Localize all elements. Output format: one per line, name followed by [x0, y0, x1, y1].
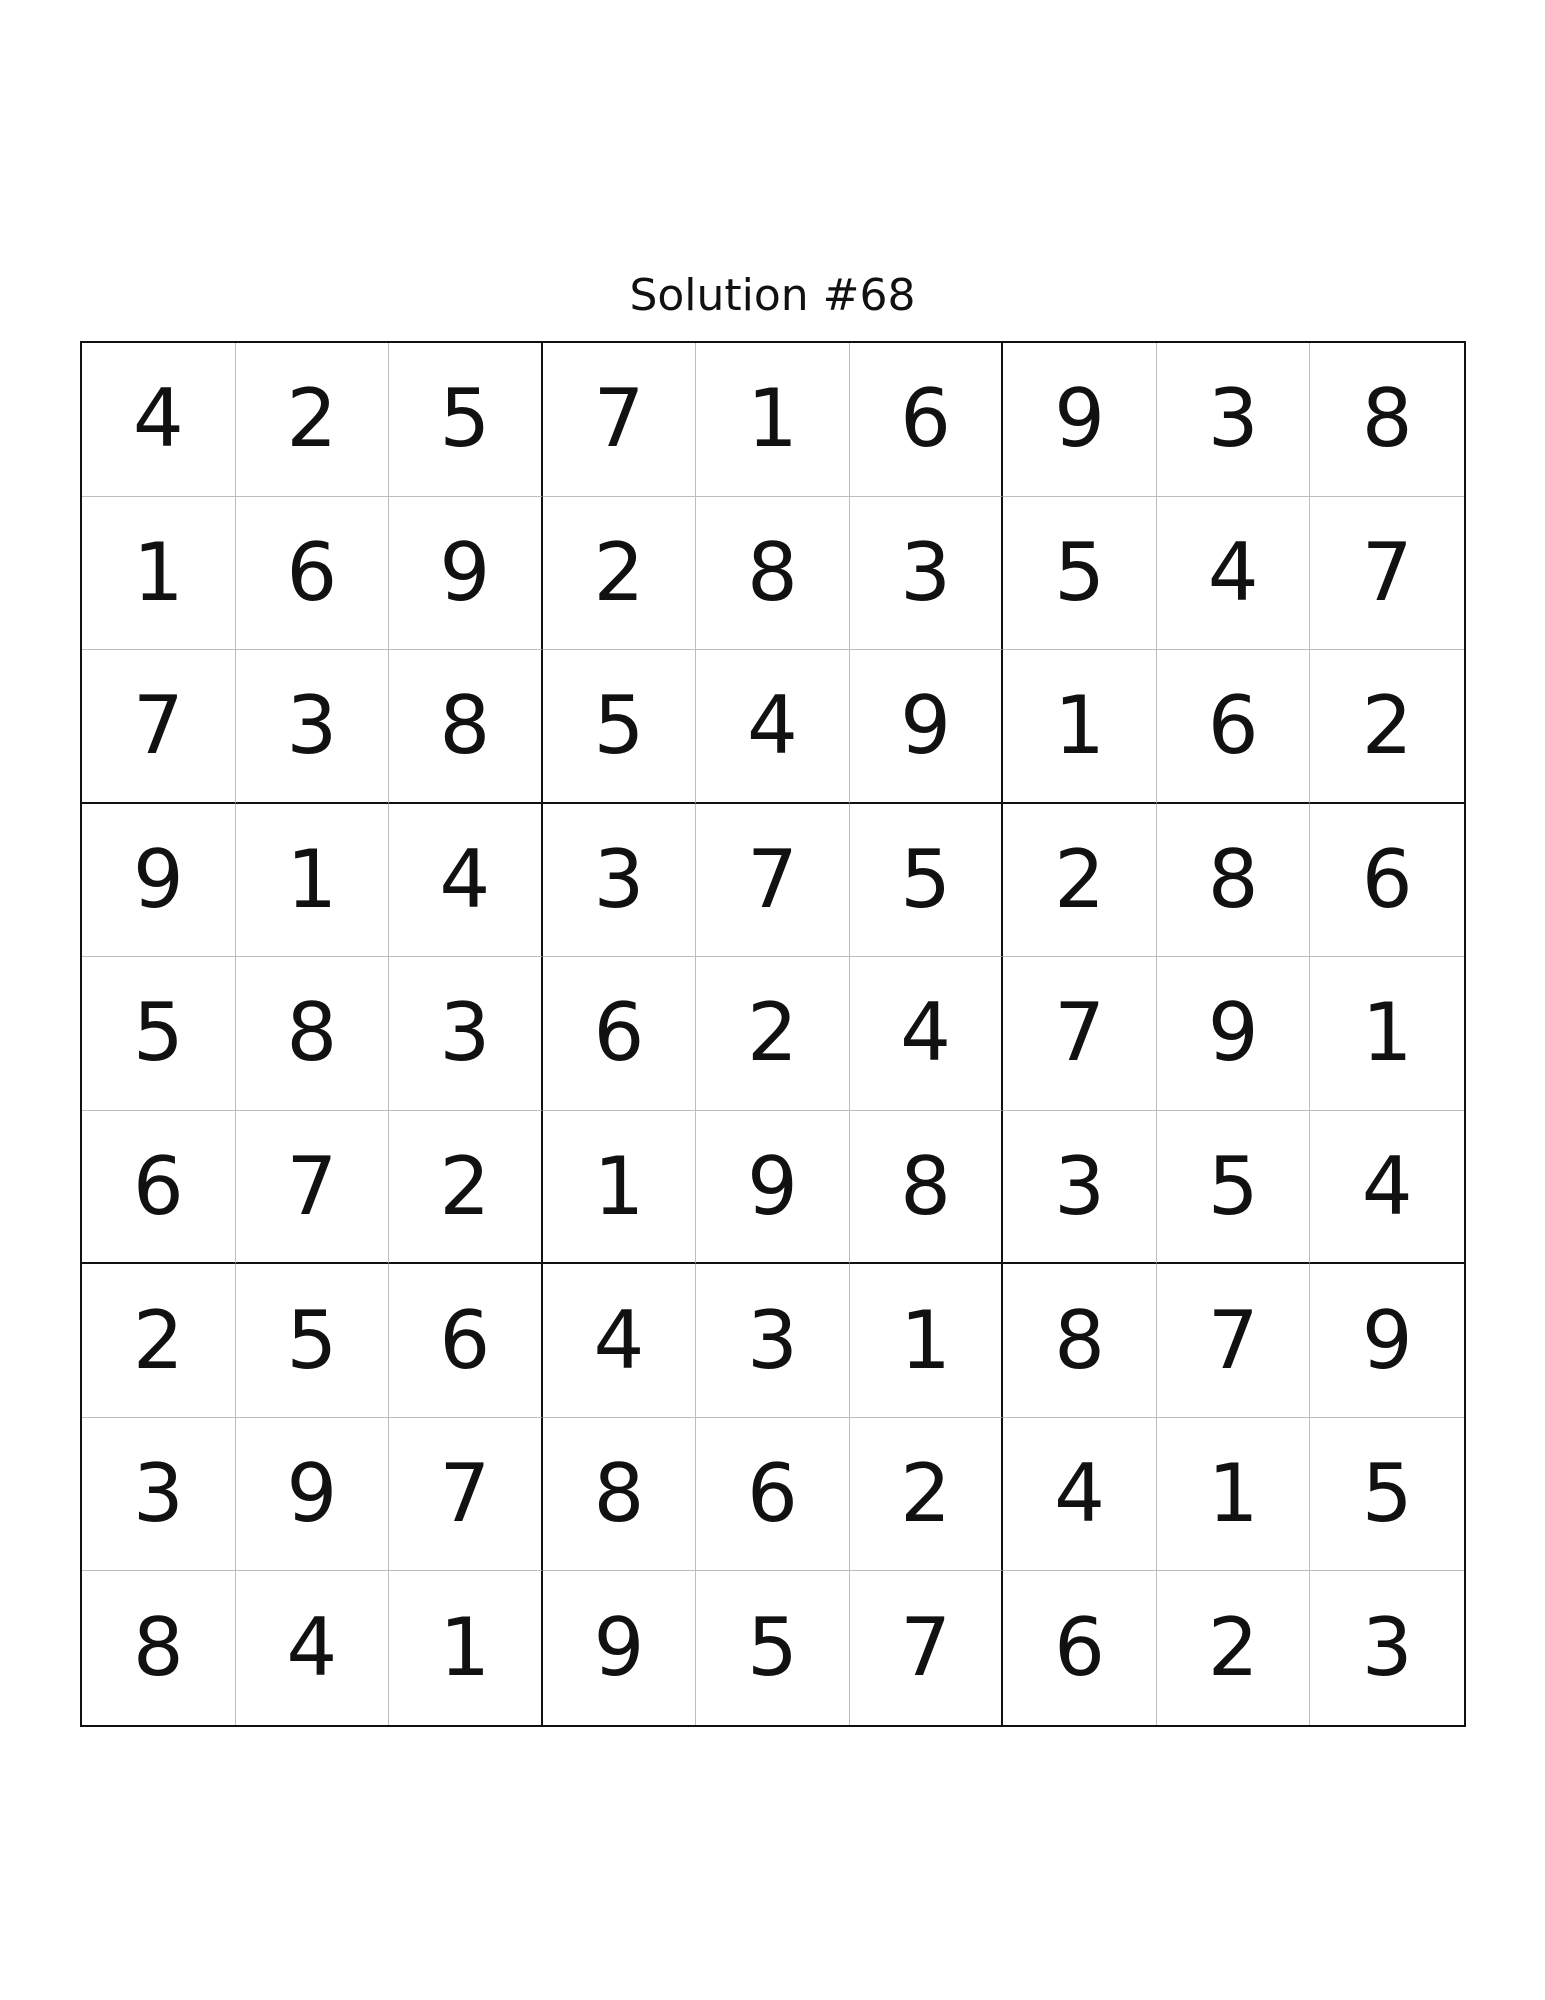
grid-cell: 4 — [1310, 1111, 1464, 1265]
grid-cell: 6 — [696, 1418, 850, 1572]
grid-cell: 1 — [82, 497, 236, 651]
grid-cell: 4 — [82, 343, 236, 497]
grid-cell: 4 — [389, 804, 543, 958]
grid-cell: 2 — [850, 1418, 1004, 1572]
grid-cell: 6 — [543, 957, 697, 1111]
grid-cell: 3 — [1003, 1111, 1157, 1265]
grid-cell: 3 — [389, 957, 543, 1111]
grid-cell: 8 — [696, 497, 850, 651]
sudoku-grid — [80, 341, 1466, 1727]
puzzle-title: Solution #68 — [629, 270, 916, 321]
grid-cell: 5 — [850, 804, 1004, 958]
grid-cell: 4 — [1157, 497, 1311, 651]
grid-cell: 1 — [1310, 957, 1464, 1111]
grid-cell: 4 — [543, 1264, 697, 1418]
grid-cell: 3 — [1361, 1601, 1413, 1695]
grid-cell: 8 — [236, 957, 390, 1111]
grid-cell: 9 — [1310, 1264, 1464, 1418]
grid-cell: 8 — [1310, 343, 1464, 497]
grid-cell: 8 — [850, 1111, 1004, 1265]
grid-cell: 9 — [389, 497, 543, 651]
grid-cell: 1 — [850, 1264, 1004, 1418]
grid-cell: 9 — [82, 804, 236, 958]
grid-cell: 8 — [1003, 1264, 1157, 1418]
grid-cell: 7 — [850, 1571, 1004, 1725]
grid-cell: 7 — [696, 804, 850, 958]
grid-cell: 6 — [389, 1264, 543, 1418]
grid-cell: 7 — [389, 1418, 543, 1572]
grid-cell: 1 — [389, 1571, 543, 1725]
grid-cell: 9 — [543, 1571, 697, 1725]
grid-cell: 6 — [1157, 650, 1311, 804]
grid-cell: 3 — [236, 650, 390, 804]
grid-cell: 8 — [543, 1418, 697, 1572]
grid-cell: 2 — [236, 343, 390, 497]
grid-cell: 4 — [1003, 1418, 1157, 1572]
grid-cell: 7 — [1310, 497, 1464, 651]
grid-cell: 5 — [82, 957, 236, 1111]
grid-cell: 1 — [696, 343, 850, 497]
grid-cell: 9 — [1003, 343, 1157, 497]
grid-cell: 2 — [696, 957, 850, 1111]
grid-cell: 6 — [236, 497, 390, 651]
grid-cell: 6 — [850, 343, 1004, 497]
grid-cell: 4 — [850, 957, 1004, 1111]
grid-cell: 1 — [1003, 650, 1157, 804]
grid-cell: 7 — [82, 650, 236, 804]
grid-cell: 7 — [543, 343, 697, 497]
grid-cell: 5 — [696, 1571, 850, 1725]
grid-cell: 5 — [543, 650, 697, 804]
grid-cell: 7 — [1003, 957, 1157, 1111]
grid-cell: 1 — [236, 804, 390, 958]
grid-cell: 9 — [850, 650, 1004, 804]
grid-cell: 1 — [543, 1111, 697, 1265]
grid-cell: 7 — [1157, 1264, 1311, 1418]
grid-cell: 9 — [1157, 957, 1311, 1111]
grid-cell: 2 — [543, 497, 697, 651]
grid-cell: 8 — [82, 1571, 236, 1725]
grid-cell: 8 — [1157, 804, 1311, 958]
grid-cell: 1 — [1157, 1418, 1311, 1572]
grid-cell: 8 — [389, 650, 543, 804]
grid-cell: 5 — [1310, 1418, 1464, 1572]
grid-cell: 2 — [1003, 804, 1157, 958]
grid-cell: 9 — [696, 1111, 850, 1265]
grid-cell: 3 — [543, 804, 697, 958]
grid-cell: 5 — [236, 1264, 390, 1418]
grid-cell: 9 — [236, 1418, 390, 1572]
grid-cell: 3 — [696, 1264, 850, 1418]
grid-cell: 7 — [236, 1111, 390, 1265]
grid-cell: 5 — [389, 343, 543, 497]
grid-cell: 2 — [82, 1264, 236, 1418]
grid-cell: 6 — [1310, 804, 1464, 958]
grid-cell: 2 — [1157, 1571, 1311, 1725]
grid-cell: 3 — [850, 497, 1004, 651]
grid-cell: 5 — [1003, 497, 1157, 651]
grid-cell: 2 — [1310, 650, 1464, 804]
grid-cell: 3 — [1157, 343, 1311, 497]
grid-cell: 6 — [1003, 1571, 1157, 1725]
grid-cell: 3 — [82, 1418, 236, 1572]
grid-cell: 4 — [696, 650, 850, 804]
grid-cell: 4 — [236, 1571, 390, 1725]
grid-cell: 6 — [82, 1111, 236, 1265]
grid-cell: 2 — [389, 1111, 543, 1265]
grid-cell: 5 — [1157, 1111, 1311, 1265]
